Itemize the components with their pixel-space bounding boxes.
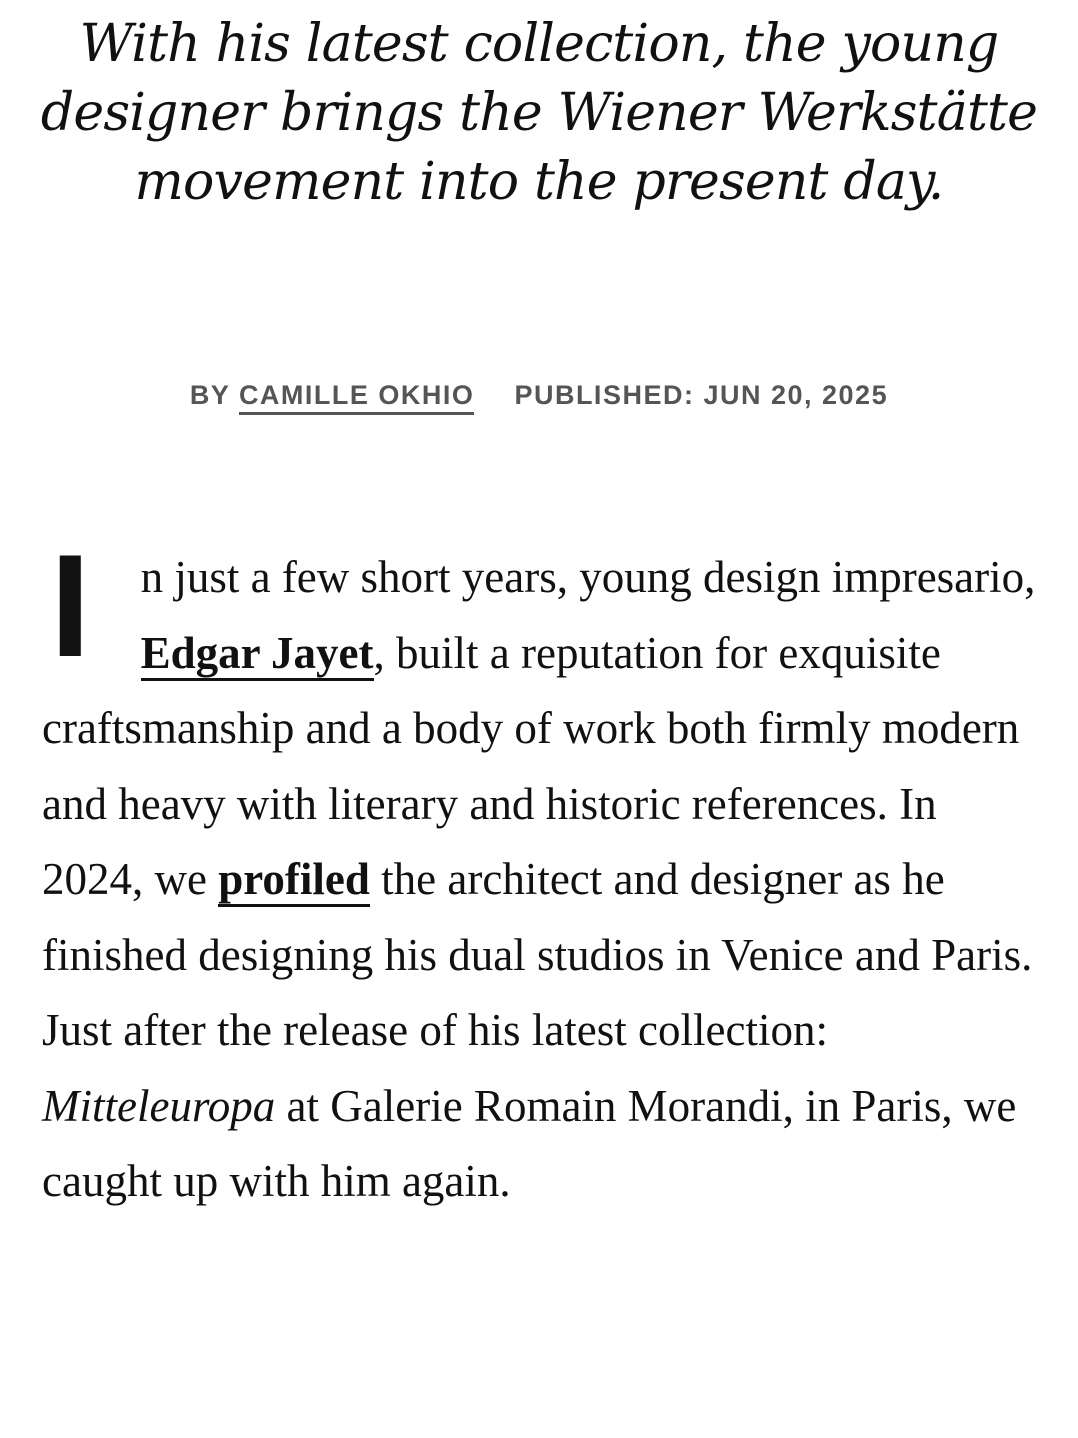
byline-by-label: BY: [189, 380, 230, 410]
body-text-segment: at Galerie Romain Morandi, in Paris, we caught up with him again.: [42, 1080, 1017, 1206]
body-text-segment: n just a few short years, young design impresario,: [140, 552, 1036, 602]
article-body-paragraph: [42, 524, 1042, 1220]
edgar-jayet-link[interactable]: Edgar Jayet: [141, 628, 374, 681]
collection-title: Mitteleuropa: [42, 1080, 276, 1131]
published-date: JUN 20, 2025: [703, 380, 889, 410]
author-link[interactable]: CAMILLE OKHIO: [239, 380, 475, 415]
body-text-segment: the architect and designer as he finished designing his dual studios in Venice and Paris. Just after the release of his latest collection:: [42, 854, 1033, 1055]
published-label: PUBLISHED:: [514, 380, 695, 410]
byline: [0, 375, 1078, 415]
profiled-link[interactable]: profiled: [218, 854, 370, 907]
body-text-segment: , built a reputation for exquisite craftsmanship and a body of work both firmly modern and heavy with literary and historic references. In 2024, we: [42, 627, 1020, 904]
drop-cap: I: [50, 524, 91, 687]
article-dek: With his latest collection, the young designer brings the Wiener Werkstätte movement into the present day.: [40, 14, 1038, 212]
